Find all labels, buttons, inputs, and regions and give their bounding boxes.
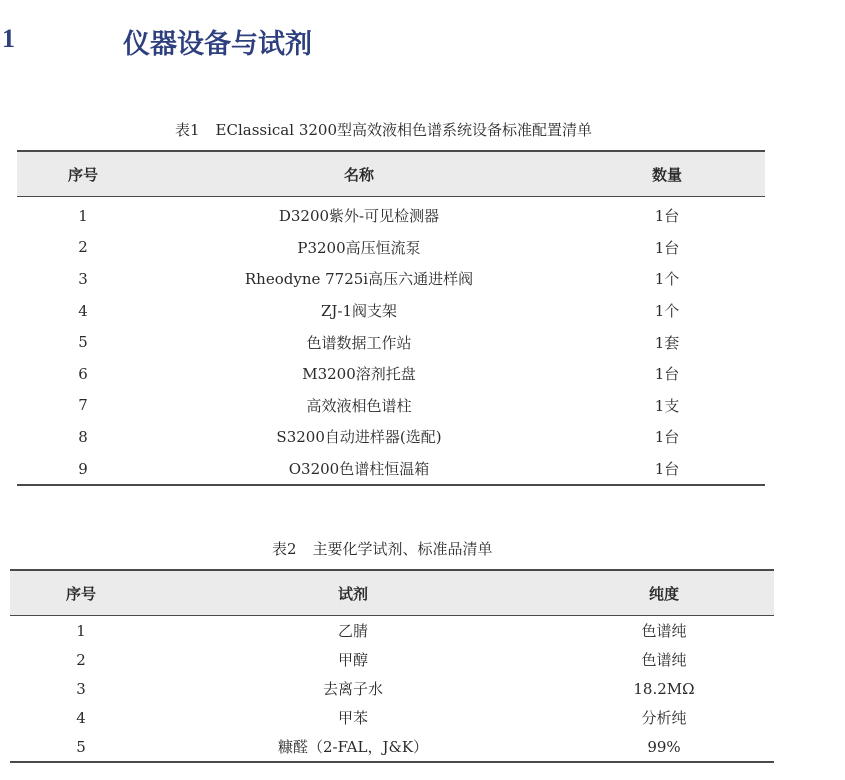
cell-purity: 色谱纯 [641,651,687,669]
table-row [17,453,765,486]
table-row [10,674,774,703]
cell-quantity: 1套 [654,333,680,352]
table-header-row [10,570,774,616]
cell-name: D3200紫外-可见检测器 [278,207,440,226]
cell-index: 9 [17,453,149,486]
section-heading [0,22,600,62]
column-header-name: 名称 [149,151,569,197]
cell-index: 6 [78,364,88,383]
cell-quantity: 1台 [654,238,680,257]
cell-name: 高效液相色谱柱 [306,396,412,415]
cell-purity: 分析纯 [641,709,687,727]
table-row [17,390,765,422]
section-number: 1 [2,24,15,53]
section-title: 仪器设备与试剂 [123,29,312,60]
table-row [10,616,774,646]
table-header-row [17,151,765,197]
cell-purity: 99% [554,732,774,762]
cell-name: ZJ-1阀支架 [320,302,398,321]
table-row [17,421,765,453]
cell-name: Rheodyne 7725i高压六通进样阀 [244,270,474,289]
cell-index: 8 [78,427,88,446]
cell-index: 2 [78,238,88,257]
cell-index: 3 [76,679,86,698]
cell-index: 4 [76,708,86,727]
cell-quantity: 1台 [654,207,680,226]
table2-caption-label: 表2 [272,540,297,558]
column-header-quantity: 数量 [569,151,765,197]
cell-reagent: 糠醛（2-FAL，J&K） [152,732,554,762]
cell-quantity: 1个 [654,270,680,289]
cell-name: O3200色谱柱恒温箱 [149,453,569,486]
column-header-index: 序号 [17,151,149,197]
cell-name: M3200溶剂托盘 [302,365,416,384]
table-row [17,295,765,327]
table2-caption [272,538,493,559]
cell-purity: 18.2MΩ [633,679,695,698]
column-header-reagent: 试剂 [152,570,554,616]
cell-index: 3 [78,269,88,288]
cell-name: S3200自动进样器(选配) [276,428,442,447]
cell-quantity: 1台 [654,428,680,447]
reagent-table [10,569,774,763]
table-row [10,645,774,674]
column-header-purity: 纯度 [554,570,774,616]
cell-index: 1 [78,206,88,225]
table-row [17,232,765,264]
table-row [17,263,765,295]
table-row [10,703,774,732]
cell-purity: 色谱纯 [641,622,687,640]
cell-quantity: 1台 [569,453,765,486]
cell-reagent: 去离子水 [322,680,383,698]
cell-index: 5 [78,333,88,352]
table1-caption-label: 表1 [175,121,200,139]
cell-index: 7 [78,396,88,415]
cell-quantity: 1支 [654,396,680,415]
cell-quantity: 1台 [654,365,680,384]
cell-quantity: 1个 [654,302,680,321]
table2-caption-text: 主要化学试剂、标准品清单 [312,540,493,558]
cell-reagent: 甲苯 [337,709,368,727]
table1-caption [175,119,592,140]
column-header-index: 序号 [10,570,152,616]
cell-name: 色谱数据工作站 [306,333,412,352]
cell-index: 4 [78,301,88,320]
cell-index: 1 [76,621,86,640]
cell-reagent: 乙腈 [337,622,368,640]
cell-name: P3200高压恒流泵 [297,238,421,257]
table-row [17,358,765,390]
table-row [10,732,774,762]
cell-index: 2 [76,650,86,669]
table-row [17,197,765,232]
cell-reagent: 甲醇 [337,651,368,669]
equipment-table [17,150,765,486]
cell-index: 5 [10,732,152,762]
table-row [17,326,765,358]
table1-caption-text: EClassical 3200型高效液相色谱系统设备标准配置清单 [215,121,592,139]
